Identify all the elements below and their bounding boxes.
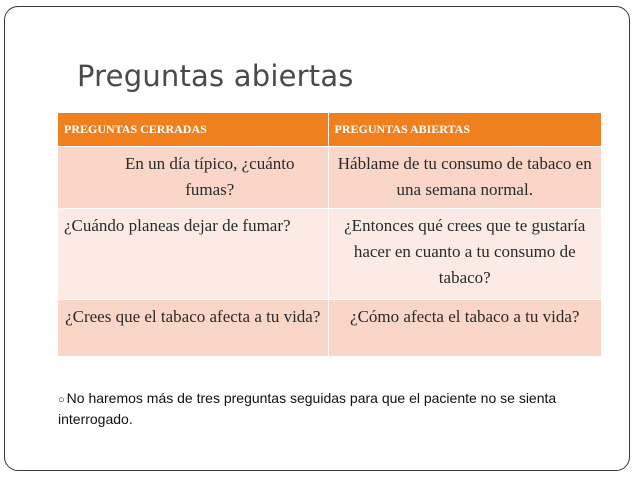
table-row <box>58 299 601 356</box>
closed-question-cell: ¿Crees que el tabaco afecta a tu vida? <box>58 299 328 356</box>
questions-table <box>58 113 601 356</box>
slide-title: Preguntas abiertas <box>77 59 354 93</box>
table-row <box>58 146 601 208</box>
open-question-cell: Háblame de tu consumo de tabaco en una semana normal. <box>328 146 601 208</box>
table-row <box>58 208 601 299</box>
open-question-cell: ¿Cómo afecta el tabaco a tu vida? <box>328 299 601 356</box>
closed-question-cell: En un día típico, ¿cuánto fumas? <box>58 146 328 208</box>
open-question-cell: ¿Entonces qué crees que te gustaría hacer en cuanto a tu consumo de tabaco? <box>328 208 601 299</box>
footnote-text: No haremos más de tres preguntas seguidas para que el paciente no se sienta interrogado. <box>58 390 557 427</box>
header-closed-questions: PREGUNTAS CERRADAS <box>58 113 328 146</box>
bullet-icon: ○ <box>58 394 65 406</box>
header-open-questions: PREGUNTAS ABIERTAS <box>328 113 601 146</box>
closed-question-cell: ¿Cuándo planeas dejar de fumar? <box>58 208 328 299</box>
table-header-row <box>58 113 601 146</box>
footnote <box>58 389 578 429</box>
